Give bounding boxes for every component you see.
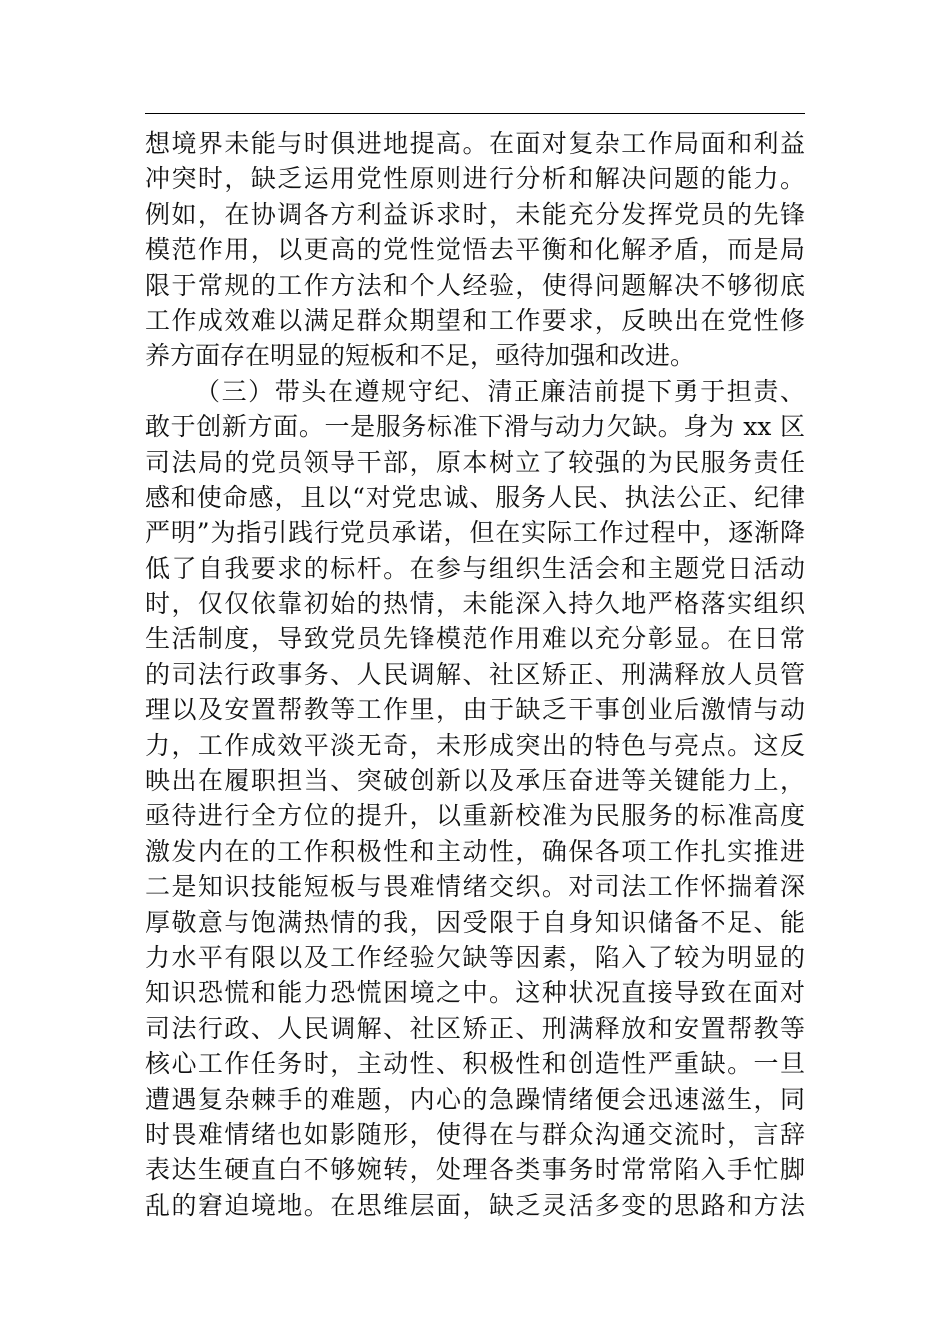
paragraph-1 bbox=[145, 126, 805, 374]
text-line: 映出在履职担当、突破创新以及承压奋进等关键能力上， bbox=[145, 766, 805, 796]
text-line: 时畏难情绪也如影随形，使得在与群众沟通交流时，言辞 bbox=[145, 1119, 805, 1149]
text-line: 激发内在的工作积极性和主动性，确保各项工作扎实推进 bbox=[145, 836, 805, 866]
text-line: 敢于创新方面。一是服务标准下滑与动力欠缺。身为 xx 区 bbox=[145, 412, 805, 442]
text-line: 力水平有限以及工作经验欠缺等因素，陷入了较为明显的 bbox=[145, 942, 805, 972]
text-line: 养方面存在明显的短板和不足，亟待加强和改进。 bbox=[145, 341, 696, 371]
text-line: 亟待进行全方位的提升，以重新校准为民服务的标准高度 bbox=[145, 801, 805, 831]
text-line: 理以及安置帮教等工作里，由于缺乏干事创业后激情与动 bbox=[145, 695, 805, 725]
text-line: 的司法行政事务、人民调解、社区矫正、刑满释放人员管 bbox=[145, 659, 805, 689]
text-line: 司法行政、人民调解、社区矫正、刑满释放和安置帮教等 bbox=[145, 1013, 805, 1043]
text-line: 知识恐慌和能力恐慌困境之中。这种状况直接导致在面对 bbox=[145, 978, 805, 1008]
body-text bbox=[145, 126, 805, 1223]
text-line: 想境界未能与时俱进地提高。在面对复杂工作局面和利益 bbox=[145, 129, 805, 158]
text-line: 感和使命感，且以“对党忠诚、服务人民、执法公正、纪律 bbox=[145, 482, 805, 512]
text-line: 冲突时，缺乏运用党性原则进行分析和解决问题的能力。 bbox=[145, 164, 805, 194]
header-rule bbox=[145, 113, 805, 114]
text-line: 低了自我要求的标杆。在参与组织生活会和主题党日活动 bbox=[145, 553, 805, 583]
text-line: 模范作用，以更高的党性觉悟去平衡和化解矛盾，而是局 bbox=[145, 235, 805, 265]
text-line: 时，仅仅依靠初始的热情，未能深入持久地严格落实组织 bbox=[145, 589, 805, 619]
text-line: 严明”为指引践行党员承诺，但在实际工作过程中，逐渐降 bbox=[145, 518, 805, 548]
text-line: 工作成效难以满足群众期望和工作要求，反映出在党性修 bbox=[145, 305, 805, 335]
paragraph-2 bbox=[145, 374, 805, 1223]
text-line: 限于常规的工作方法和个人经验，使得问题解决不够彻底 bbox=[145, 270, 805, 300]
text-line: （三）带头在遵规守纪、清正廉洁前提下勇于担责、 bbox=[195, 376, 805, 406]
text-line: 乱的窘迫境地。在思维层面，缺乏灵活多变的思路和方法 bbox=[145, 1190, 805, 1220]
text-line: 生活制度，导致党员先锋模范作用难以充分彰显。在日常 bbox=[145, 624, 805, 654]
text-line: 例如，在协调各方利益诉求时，未能充分发挥党员的先锋 bbox=[145, 199, 805, 229]
text-line: 遭遇复杂棘手的难题，内心的急躁情绪便会迅速滋生，同 bbox=[145, 1084, 805, 1114]
text-line: 二是知识技能短板与畏难情绪交织。对司法工作怀揣着深 bbox=[145, 872, 805, 902]
text-line: 核心工作任务时，主动性、积极性和创造性严重缺。一旦 bbox=[145, 1049, 805, 1079]
text-line: 力，工作成效平淡无奇，未形成突出的特色与亮点。这反 bbox=[145, 730, 805, 760]
text-line: 司法局的党员领导干部，原本树立了较强的为民服务责任 bbox=[145, 447, 805, 477]
text-line: 厚敬意与饱满热情的我，因受限于自身知识储备不足、能 bbox=[145, 907, 805, 937]
text-line: 表达生硬直白不够婉转，处理各类事务时常常陷入手忙脚 bbox=[145, 1155, 805, 1185]
